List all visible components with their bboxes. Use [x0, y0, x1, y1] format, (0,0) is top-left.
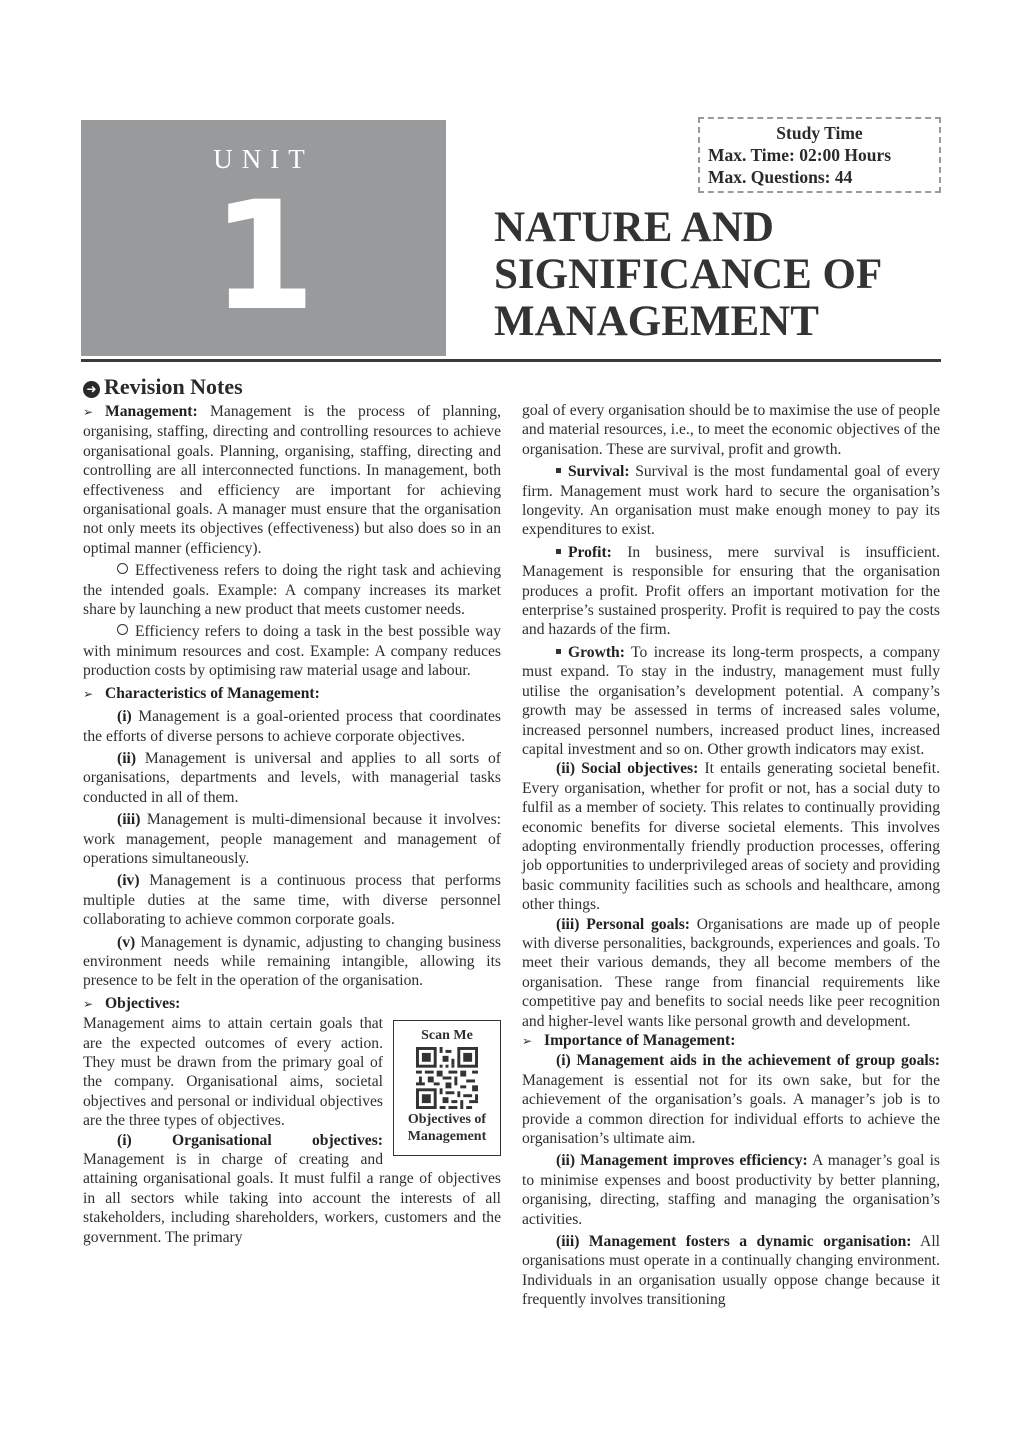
effectiveness-note	[83, 561, 501, 619]
chapter-title-line: SIGNIFICANCE OF	[494, 251, 883, 298]
objectives-block	[83, 1014, 501, 1250]
objective-bullet-growth: Growth: To increase its long-term prospects, a company must expand. To stay in the industry, management must fully utilise the organisation’s development potential. A company’s growth may be assessed in terms of increased sales volume, increased personnel numbers, increased product lines, increased capital investment and so on. Other growth indicators may exist.	[522, 643, 940, 758]
study-time-box	[698, 117, 941, 193]
square-bullet-icon	[556, 649, 561, 654]
max-questions: Max. Questions: 44	[708, 167, 853, 187]
objective-bullet-profit: Profit: In business, mere survival is insufficient. Management is responsible for ensuring that the organisation produces a profit. Profit offers an important motivation for the enterprise’s sustained prosperity. Profit is required to pay the costs and hazards of the firm.	[522, 543, 940, 639]
characteristic-item: (v) Management is dynamic, adjusting to changing business environment needs while remaining intangible, allowing its presence to be felt in the operation of the organisation.	[83, 933, 501, 990]
circled-arrow-right-icon: ➜	[83, 381, 100, 398]
unit-label: UNIT	[213, 144, 314, 174]
square-bullet-icon	[556, 468, 561, 473]
study-time-title: Study Time	[776, 123, 863, 143]
unit-banner	[81, 120, 446, 356]
importance-heading: ➢ Importance of Management:	[522, 1031, 940, 1051]
unit-number: 1	[211, 170, 316, 344]
term: Management:	[105, 403, 198, 420]
management-definition	[83, 402, 501, 558]
circle-bullet-icon	[117, 624, 128, 635]
characteristic-item: (iv) Management is a continuous process that performs multiple duties at the same time, with diverse personnel collaborating to achieve common corporate goals.	[83, 872, 501, 929]
chapter-title	[494, 204, 941, 345]
chapter-title-line: NATURE AND	[494, 204, 774, 251]
arrowhead-bullet-icon: ➢	[83, 686, 94, 701]
body-text: Management is the process of planning, organising, staffing, directing and controlling resources to achieve organisational goals. Planning, organising, staffing, directing and controlling are all interconnected functions. In management, both effectiveness and efficiency are important for achieving organisational goals. A manager must ensure that the organisation not only meets its objectives (effectiveness) but also does so in an optimal manner (efficiency).	[83, 403, 501, 557]
characteristic-item: (i) Management is a goal-oriented process that coordinates the efforts of diverse persons to achieve corporate objectives.	[83, 708, 501, 745]
right-column	[522, 401, 940, 1313]
section-heading	[83, 374, 501, 400]
objectives-heading: ➢ Objectives:	[83, 994, 501, 1014]
characteristics-heading: ➢ Characteristics of Management:	[83, 684, 501, 704]
personal-goals: (iii) Personal goals: Organisations are made up of people with diverse personalities, backgrounds, experiences and goals. To meet their various demands, they all become members of the organisation. These range from financial requirements like competitive pay and benefits to social needs like peer recognition and higher-level wants like personal growth and development.	[522, 915, 941, 1030]
circle-bullet-icon	[117, 563, 128, 574]
organisational-objectives: (i) Organisational objectives: Management is in charge of creating and attaining organisational goals. It must fulfil a range of objectives in all sectors while taking into account the interests of all stakeholders, including shareholders, workers, customers and the government. The primary	[83, 1131, 501, 1246]
qr-code-icon[interactable]	[416, 1047, 478, 1109]
arrowhead-bullet-icon: ➢	[83, 996, 94, 1011]
body-text: Efficiency refers to doing a task in the best possible way with minimum resources and cost. Example: A company reduces production costs by optimising raw material usage and labour.	[83, 623, 501, 680]
social-objectives: (ii) Social objectives: It entails generating societal benefit. Every organisation, whether for profit or not, has a social duty to fulfil as a member of society. This relates to continually providing economic benefits for diverse societal elements. This involves adopting environmentally friendly production processes, offering job opportunities to underprivileged areas of society and providing basic community facilities such as schools and healthcare, among other things.	[522, 760, 940, 914]
qr-caption: Objectives of Management	[407, 1112, 487, 1145]
max-time: Max. Time: 02:00 Hours	[708, 145, 892, 165]
header-divider	[81, 359, 941, 362]
scan-me-label: Scan Me	[421, 1028, 473, 1044]
importance-item: (i) Management aids in the achievement of group goals: Management is essential not for its own sake, but for the achievement of the organisation’s goals. A manager’s job is to provide a common direction for individual efforts to achieve the organisation’s ultimate aim.	[522, 1052, 940, 1148]
objective-bullet-survival: Survival: Survival is the most fundamental goal of every firm. Management must work hard to secure the organisation’s longevity. An organisation must make enough money to pay its expenditures to exist.	[522, 463, 940, 539]
square-bullet-icon	[556, 549, 561, 554]
chapter-title-line: MANAGEMENT	[494, 298, 819, 345]
arrowhead-bullet-icon: ➢	[83, 405, 94, 419]
arrowhead-bullet-icon: ➢	[522, 1034, 533, 1048]
left-column	[83, 374, 501, 1250]
efficiency-note	[83, 622, 501, 680]
importance-item: (ii) Management improves efficiency: A manager’s goal is to minimise expenses and boost productivity by better planning, organising, directing, staffing and managing the organisation’s activities.	[522, 1152, 940, 1228]
objectives-intro: Management aims to attain certain goals that are the expected outcomes of every action. They must be drawn from the primary goal of the company. Organisational aims, societal objectives and personal or individual objectives are the three types of objectives.	[83, 1015, 383, 1130]
body-text: Effectiveness refers to doing the right task and achieving the intended goals. Example: A company increases its market share by launching a new product that meets customer needs.	[83, 562, 501, 619]
importance-item: (iii) Management fosters a dynamic organisation: All organisations must operate in a continually changing environment. Individuals in an organisation usually oppose change because it frequently involves transitioning	[522, 1233, 940, 1309]
objectives-continuation: goal of every organisation should be to maximise the use of people and material resources, i.e., to meet the economic objectives of the organisation. These are survival, profit and growth.	[522, 402, 940, 458]
characteristic-item: (ii) Management is universal and applies to all sorts of organisations, departments and levels, with managerial tasks conducted in all of them.	[83, 749, 501, 806]
characteristic-item: (iii) Management is multi-dimensional because it involves: work management, people management and management of operations simultaneously.	[83, 811, 501, 867]
qr-callout[interactable]	[393, 1020, 501, 1156]
section-title: Revision Notes	[104, 374, 243, 399]
